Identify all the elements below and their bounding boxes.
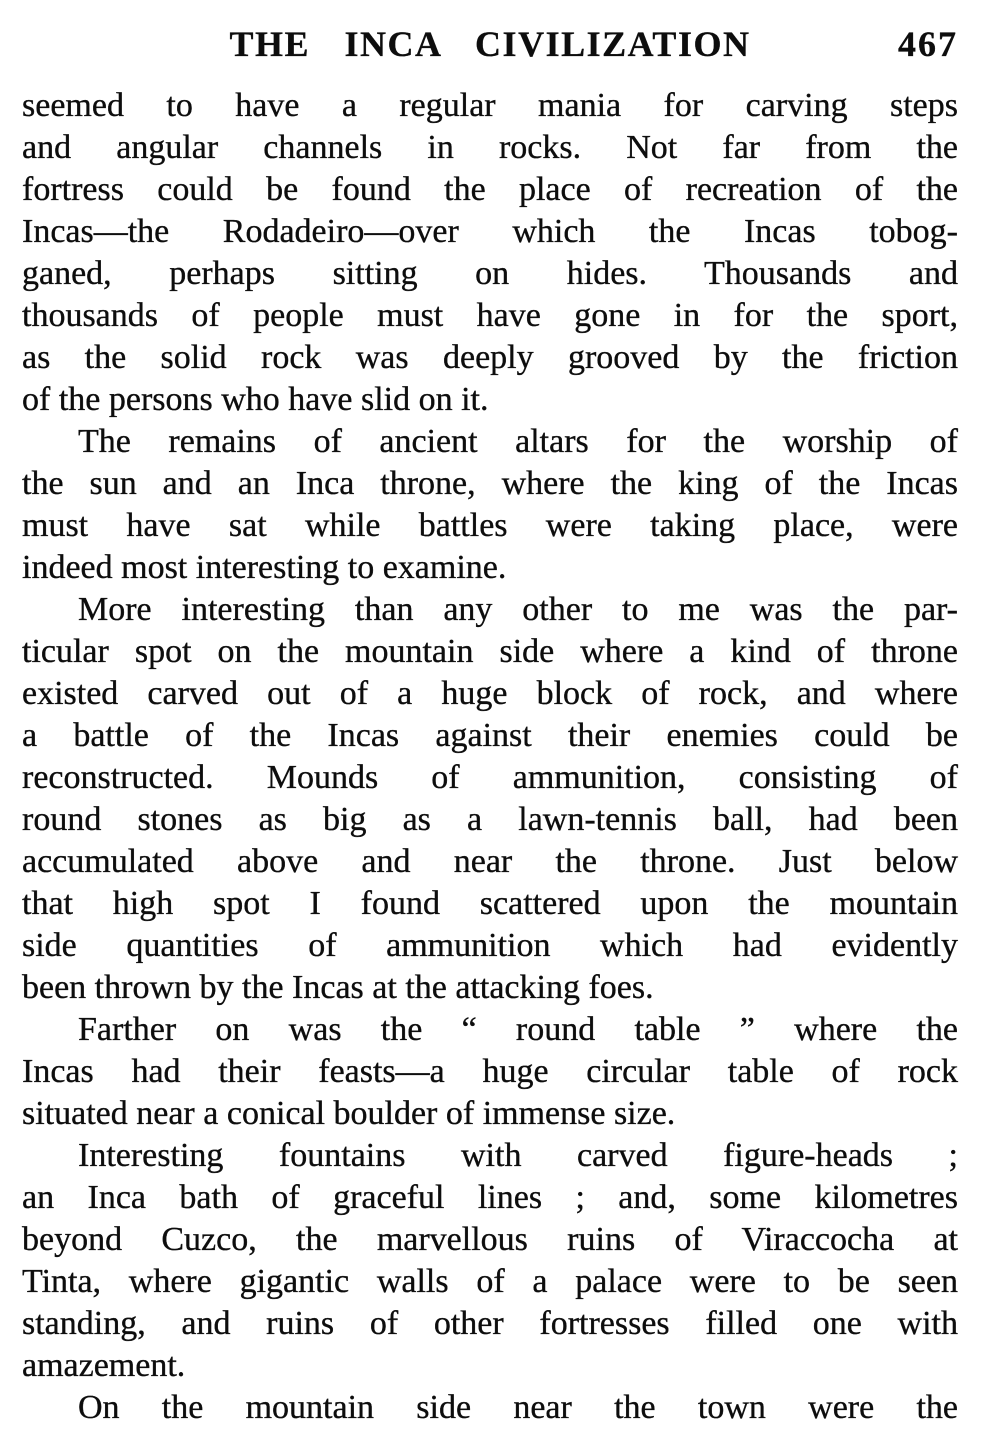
text-line: must have sat while battles were taking place, were: [22, 507, 958, 544]
text-line: an Inca bath of graceful lines ; and, some kilometres: [22, 1179, 958, 1216]
text-line: thousands of people must have gone in for the sport,: [22, 297, 958, 334]
text-line: as the solid rock was deeply grooved by the friction: [22, 339, 958, 376]
text-line: reconstructed. Mounds of ammunition, consisting of: [22, 759, 958, 796]
text-line: situated near a conical boulder of immense size.: [22, 1095, 676, 1132]
page-header: [22, 0, 958, 64]
paragraph: [22, 1135, 958, 1387]
book-page: [22, 0, 958, 1436]
text-line: fortress could be found the place of recreation of the: [22, 171, 958, 208]
text-line: Incas had their feasts—a huge circular table of rock: [22, 1053, 958, 1090]
text-line: indeed most interesting to examine.: [22, 549, 507, 586]
text-line: round stones as big as a lawn-tennis ball, had been: [22, 801, 958, 838]
text-line: ganed, perhaps sitting on hides. Thousands and: [22, 255, 958, 292]
text-line: Tinta, where gigantic walls of a palace were to be seen: [22, 1263, 958, 1300]
text-line: Farther on was the “ round table ” where the: [78, 1011, 958, 1048]
text-line: accumulated above and near the throne. Just below: [22, 843, 958, 880]
text-line: ticular spot on the mountain side where a kind of throne: [22, 633, 958, 670]
text-line: been thrown by the Incas at the attacking foes.: [22, 969, 654, 1006]
text-line: the sun and an Inca throne, where the king of the Incas: [22, 465, 958, 502]
page-header-title: THE INCA CIVILIZATION: [229, 24, 751, 64]
page-number: 467: [898, 24, 958, 64]
text-line: and angular channels in rocks. Not far from the: [22, 129, 958, 166]
paragraph: [22, 589, 958, 1009]
paragraph: [22, 85, 958, 421]
text-line: a battle of the Incas against their enemies could be: [22, 717, 958, 754]
paragraph: [22, 421, 958, 589]
text-line: that high spot I found scattered upon the mountain: [22, 885, 958, 922]
text-line: seemed to have a regular mania for carving steps: [22, 87, 958, 124]
text-line: amazement.: [22, 1347, 186, 1384]
text-line: The remains of ancient altars for the worship of: [78, 423, 958, 460]
text-line: More interesting than any other to me was the par-: [78, 591, 958, 628]
text-line: On the mountain side near the town were the: [78, 1389, 958, 1426]
page-body-text: [22, 85, 958, 1429]
text-line: beyond Cuzco, the marvellous ruins of Viraccocha at: [22, 1221, 958, 1258]
text-line: side quantities of ammunition which had evidently: [22, 927, 958, 964]
paragraph: [22, 1009, 958, 1135]
text-line: Interesting fountains with carved figure-heads ;: [78, 1137, 958, 1174]
text-line: of the persons who have slid on it.: [22, 381, 489, 418]
text-line: standing, and ruins of other fortresses filled one with: [22, 1305, 958, 1342]
text-line: existed carved out of a huge block of rock, and where: [22, 675, 958, 712]
paragraph: [22, 1387, 958, 1429]
text-line: Incas—the Rodadeiro—over which the Incas tobog-: [22, 213, 958, 250]
